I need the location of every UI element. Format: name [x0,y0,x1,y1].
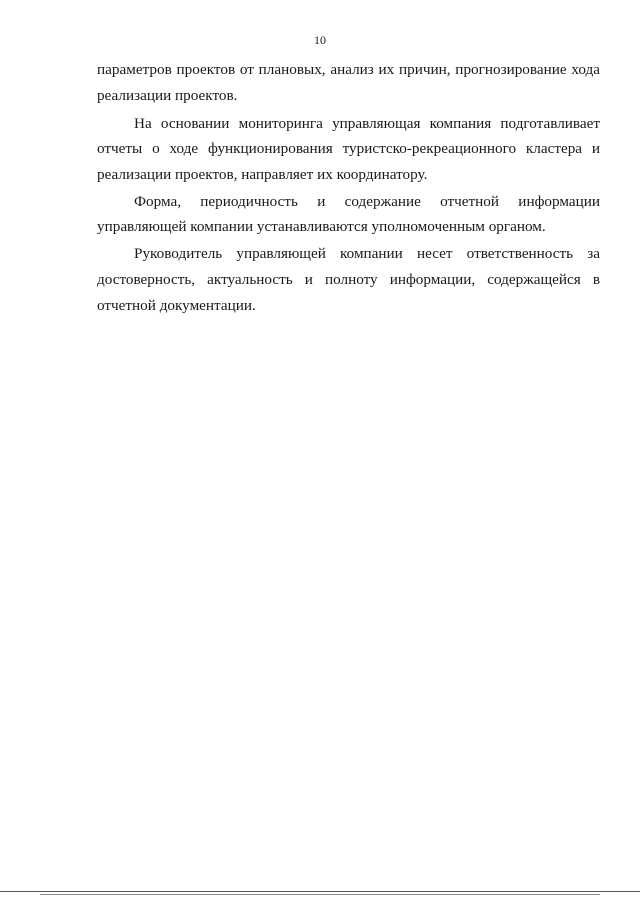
paragraph-3-line-2: управляющей компании устанавливаются уполномоченным органом. [97,218,546,235]
paragraph-2-line-2: отчеты о ходе функционирования туристско-рекреационного кластера и [97,140,600,157]
paragraph-4-line-1: Руководитель управляющей компании несет ответственность за [134,245,600,262]
paragraph-4-line-3: отчетной документации. [97,297,256,314]
page-number: 10 [314,33,326,47]
scan-edge-line-secondary [40,894,600,895]
paragraph-2-line-3: реализации проектов, направляет их координатору. [97,166,428,183]
paragraph-4-line-2: достоверность, актуальность и полноту информации, содержащейся в [97,271,600,288]
paragraph-3-line-1: Форма, периодичность и содержание отчетной информации [134,193,600,210]
paragraph-1-line-1: параметров проектов от плановых, анализ их причин, прогнозирование хода [97,61,600,78]
scan-edge-line [0,891,640,892]
paragraph-2-line-1: На основании мониторинга управляющая компания подготавливает [134,115,600,132]
paragraph-1-line-2: реализации проектов. [97,87,238,104]
